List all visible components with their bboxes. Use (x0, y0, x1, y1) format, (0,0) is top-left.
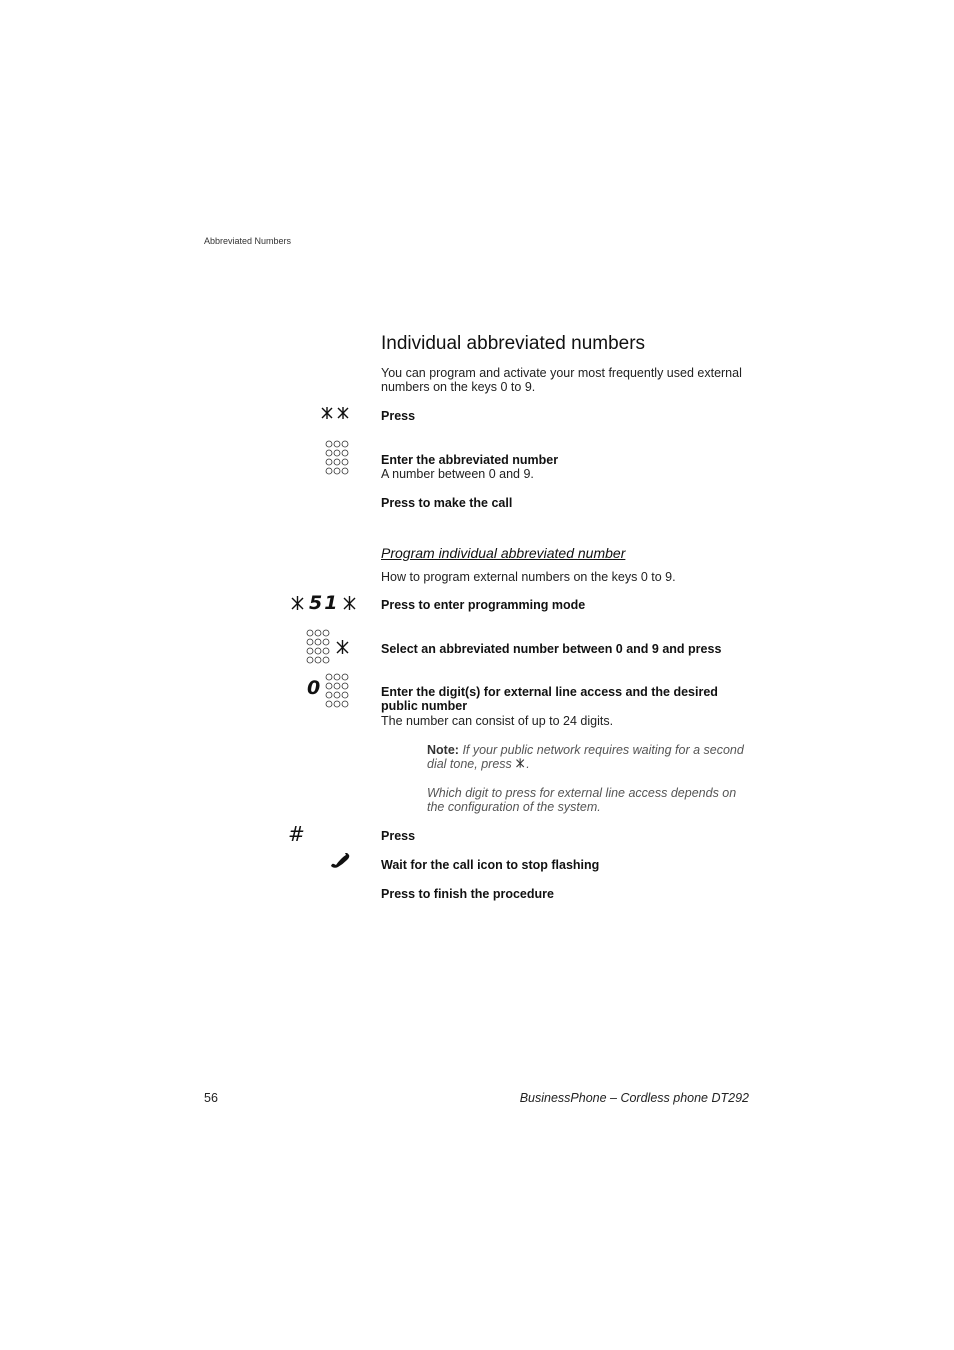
keypad-icon (325, 440, 351, 481)
step-press: Press (381, 409, 416, 423)
page-title: Individual abbreviated numbers (381, 333, 646, 354)
note-end: . (526, 757, 530, 771)
running-header: Abbreviated Numbers (204, 236, 292, 246)
star-icon (342, 594, 358, 612)
step-enter-digits: Enter the digit(s) for external line access and the desired public number (381, 685, 718, 713)
note-line-access: Which digit to press for external line access depends on the configuration of the system. (427, 786, 737, 814)
document-title: BusinessPhone – Cordless phone DT292 (519, 1091, 749, 1105)
intro-text: You can program and activate your most frequently used external numbers on the keys 0 to 9. (381, 366, 742, 394)
note-text: If your public network requires waiting for a second dial tone, press (427, 743, 744, 771)
star-icon (290, 594, 306, 612)
step-finish: Press to finish the procedure (381, 887, 554, 901)
code-digits: 51 (309, 592, 340, 614)
step-wait-flashing: Wait for the call icon to stop flashing (381, 858, 600, 872)
step-enter-desc: A number between 0 and 9. (381, 467, 534, 481)
star-icon (515, 757, 526, 769)
star-star-key-icon (320, 404, 352, 427)
note-label: Note: (427, 743, 459, 757)
step-enter-number: Enter the abbreviated number (381, 453, 559, 467)
keypad-icon (325, 673, 351, 714)
star-51-star-key-icon (290, 592, 358, 614)
program-desc: How to program external numbers on the keys 0 to 9. (381, 570, 676, 584)
hash-key: # (288, 822, 305, 846)
note-second-dial-tone (427, 743, 757, 771)
step-digits-desc: The number can consist of up to 24 digits. (381, 714, 614, 728)
keypad-icon (306, 629, 332, 670)
star-icon (335, 638, 351, 661)
step-press-hash: Press (381, 829, 416, 843)
step-make-call: Press to make the call (381, 496, 513, 510)
zero-key: 0 (307, 677, 321, 699)
handset-icon (329, 853, 351, 874)
step-programming-mode: Press to enter programming mode (381, 598, 586, 612)
step-select-number: Select an abbreviated number between 0 and 9 and press (381, 642, 722, 656)
program-heading: Program individual abbreviated number (381, 545, 626, 561)
page-number: 56 (204, 1091, 218, 1105)
